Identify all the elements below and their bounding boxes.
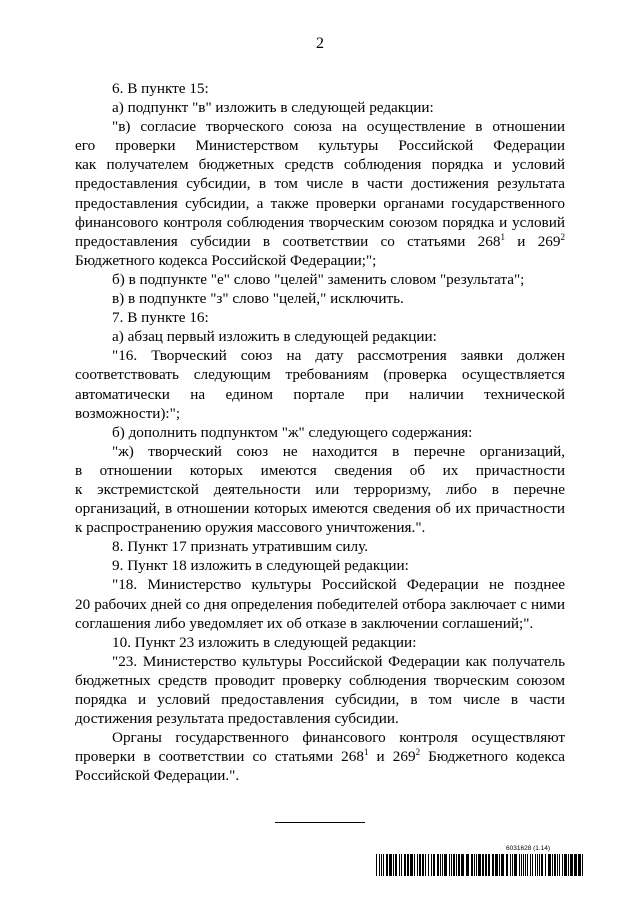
- text-line: соглашения либо уведомляет их об отказе в заключении соглашений;".: [75, 614, 534, 632]
- text-line: возможности):";: [75, 404, 181, 422]
- text-line: Бюджетного кодекса Российской Федерации;";: [75, 251, 377, 269]
- text-line: в отношении которых имеются сведения об их причастности: [75, 461, 565, 479]
- text-line: предоставления субсидии, а также проверки органами государственного: [75, 194, 565, 212]
- text-line: организаций, в отношении которых имеются сведения об их причастности: [75, 500, 565, 518]
- document-body: [75, 79, 565, 785]
- text-line: б) в подпункте "е" слово "целей" заменить словом "результата";: [112, 270, 525, 288]
- text-line: а) абзац первый изложить в следующей редакции:: [112, 328, 437, 346]
- barcode: [376, 854, 584, 876]
- page-number: 2: [316, 35, 324, 52]
- text-line: предоставления субсидии в соответствии со статьями $268^1$ и $269^2$: [75, 231, 565, 250]
- text-line: проверки в соответствии со статьями $268^1$ и $269^2$ Бюджетного кодекса: [75, 747, 565, 766]
- text-line: автоматически на едином портале при наличии технической: [75, 385, 565, 403]
- footer-divider: [275, 822, 365, 823]
- text-line: порядка и условий предоставления субсидии, в том числе в части: [75, 691, 565, 708]
- text-line: в) в подпункте "з" слово "целей," исключить.: [112, 290, 404, 308]
- text-line: как получателем бюджетных средств соблюдения порядка и условий: [75, 156, 565, 174]
- text-line: 20 рабочих дней со дня определения победителей отбора заключает с ними: [75, 595, 565, 613]
- text-line: а) подпункт "в" изложить в следующей редакции:: [112, 99, 434, 117]
- text-line: финансового контроля соблюдения творческим союзом порядка и условий: [75, 213, 565, 231]
- text-line: "18. Министерство культуры Российской Федерации не позднее: [112, 576, 565, 594]
- text-line: соответствовать следующим требованиям (проверка осуществляется: [75, 366, 565, 384]
- text-line: бюджетных средств проводит проверку соблюдения творческим союзом: [75, 671, 565, 689]
- text-line: предоставления субсидии, в том числе в части достижения результата: [75, 175, 565, 193]
- text-line: 10. Пункт 23 изложить в следующей редакции:: [112, 633, 417, 651]
- text-line: достижения результата предоставления субсидии.: [75, 710, 399, 728]
- text-line: к экстремистской деятельности или терроризму, либо в перечне: [75, 480, 565, 498]
- text-line: б) дополнить подпунктом "ж" следующего содержания:: [112, 423, 473, 441]
- text-line: "23. Министерство культуры Российской Федерации как получатель: [112, 652, 565, 670]
- text-line: 8. Пункт 17 признать утратившим силу.: [112, 538, 368, 556]
- text-line: "16. Творческий союз на дату рассмотрения заявки должен: [112, 347, 565, 365]
- text-line: Российской Федерации.".: [75, 767, 240, 785]
- text-line: "ж) творческий союз не находится в перечне организаций,: [112, 442, 565, 460]
- document-code: 6031628 (1.14): [506, 845, 551, 852]
- text-line: его проверки Министерством культуры Российской Федерации: [75, 137, 565, 155]
- text-line: 9. Пункт 18 изложить в следующей редакции:: [112, 557, 409, 575]
- text-line: к распространению оружия массового уничтожения.".: [75, 519, 426, 537]
- text-line: Органы государственного финансового контроля осуществляют: [112, 729, 565, 747]
- text-line: 7. В пункте 16:: [112, 309, 209, 327]
- text-line: 6. В пункте 15:: [112, 80, 209, 97]
- text-line: "в) согласие творческого союза на осуществление в отношении: [112, 118, 565, 136]
